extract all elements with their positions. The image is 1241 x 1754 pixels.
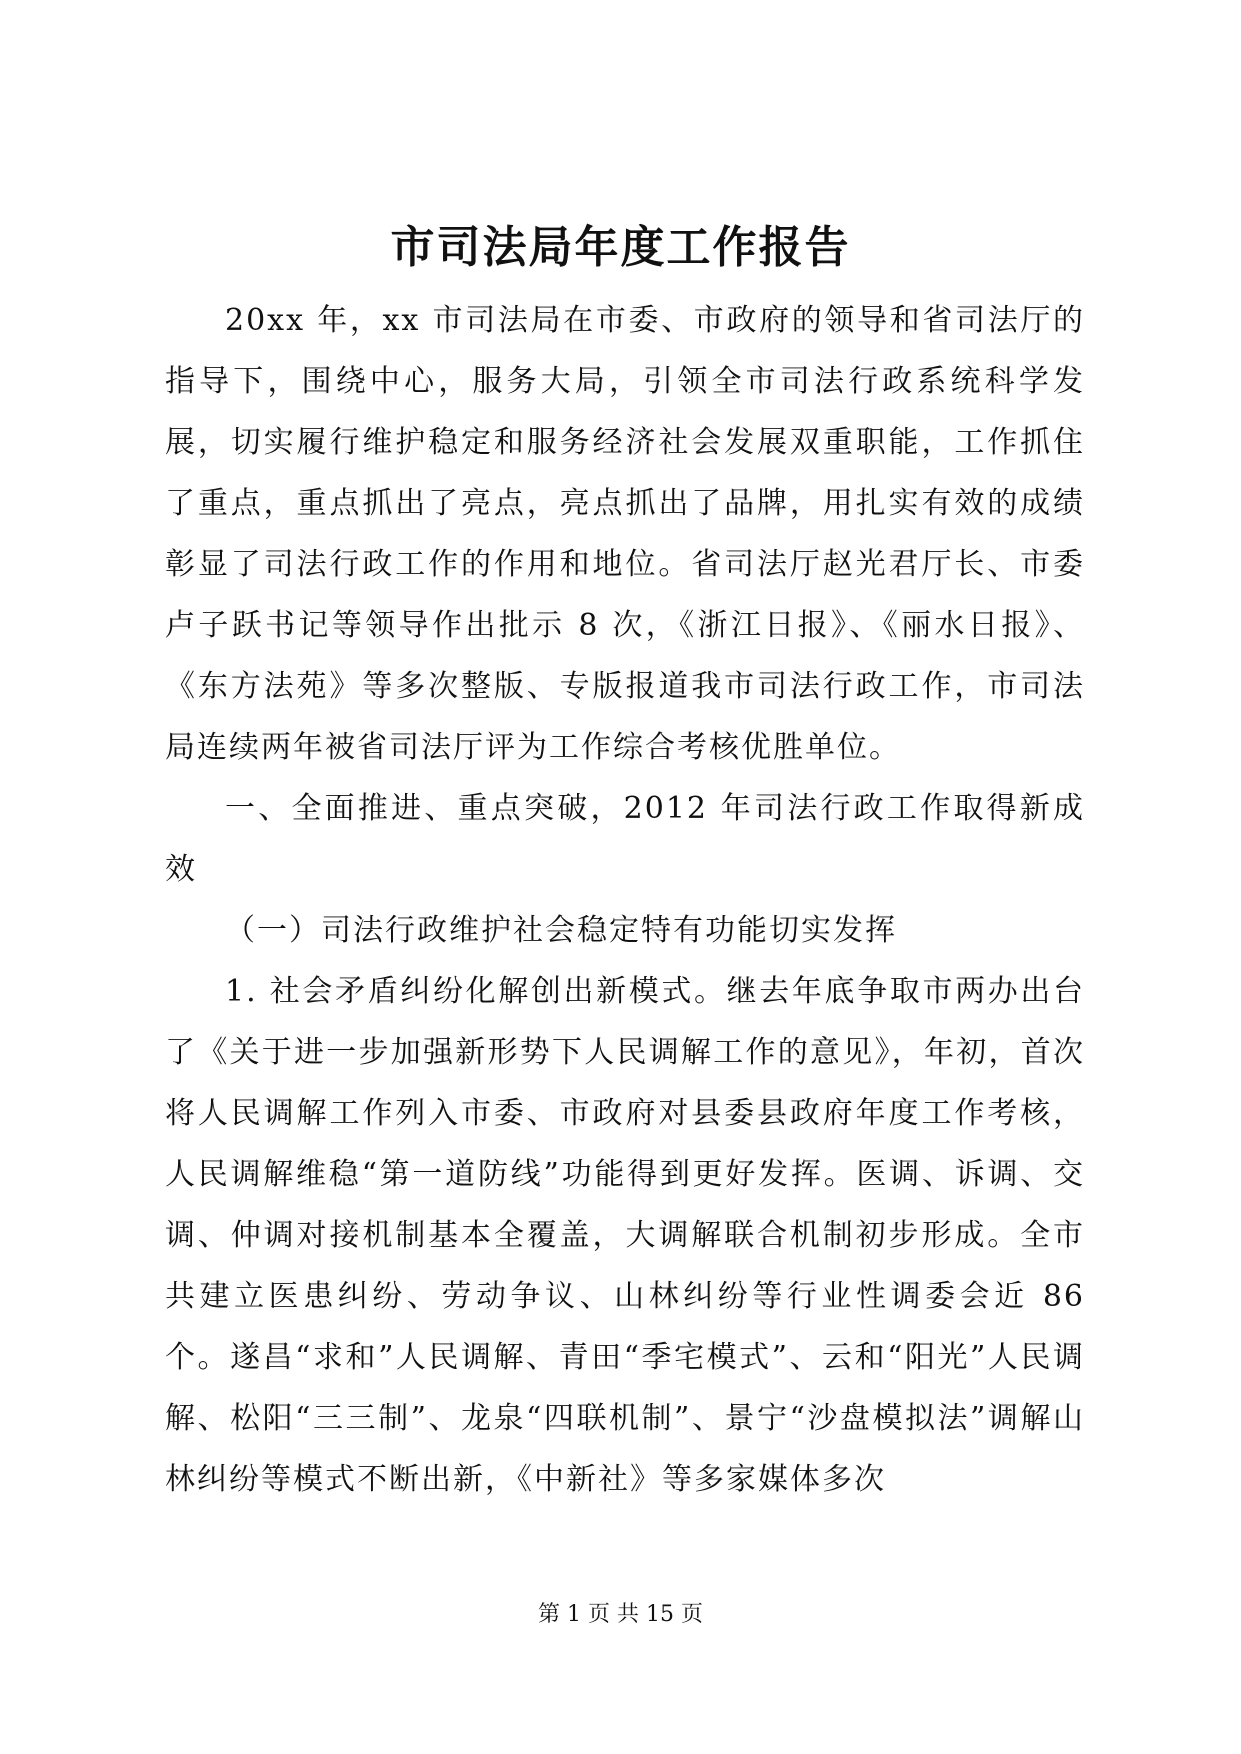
section-heading-1: 一、全面推进、重点突破，2012 年司法行政工作取得新成效 [165, 791, 1085, 887]
paragraph-intro: 20xx 年，xx 市司法局在市委、市政府的领导和省司法厅的指导下，围绕中心，服务大局，引领全市司法行政系统科学发展，切实履行维护稳定和服务经济社会发展双重职能，工作抓住了重点，重点抓出了亮点，亮点抓出了品牌，用扎实有效的成绩彰显了司法行政工作的作用和地位。省司法厅赵光君厅长、市委卢子跃书记等领导作出批示 8 次，《浙江日报》、《丽水日报》、《东方法苑》等多次整版、专版报道我市司法行政工作，市司法局连续两年被省司法厅评为工作综合考核优胜单位。 [165, 303, 1085, 765]
paragraph-item-1: 1. 社会矛盾纠纷化解创出新模式。继去年底争取市两办出台了《关于进一步加强新形势下人民调解工作的意见》，年初，首次将人民调解工作列入市委、市政府对县委县政府年度工作考核，人民调解维稳“第一道防线”功能得到更好发挥。医调、诉调、交调、仲调对接机制基本全覆盖，大调解联合机制初步形成。全市共建立医患纠纷、劳动争议、山林纠纷等行业性调委会近 86 个。遂昌“求和”人民调解、青田“季宅模式”、云和“阳光”人民调解、松阳“三三制”、龙泉“四联机制”、景宁“沙盘模拟法”调解山林纠纷等模式不断出新，《中新社》等多家媒体多次 [165, 974, 1085, 1497]
page-title: 市司法局年度工作报告 [390, 222, 851, 273]
document-body [165, 290, 1085, 1510]
page-number: 第 1 页 共 15 页 [538, 1602, 703, 1627]
subsection-heading-1: （一）司法行政维护社会稳定特有功能切实发挥 [225, 913, 897, 948]
